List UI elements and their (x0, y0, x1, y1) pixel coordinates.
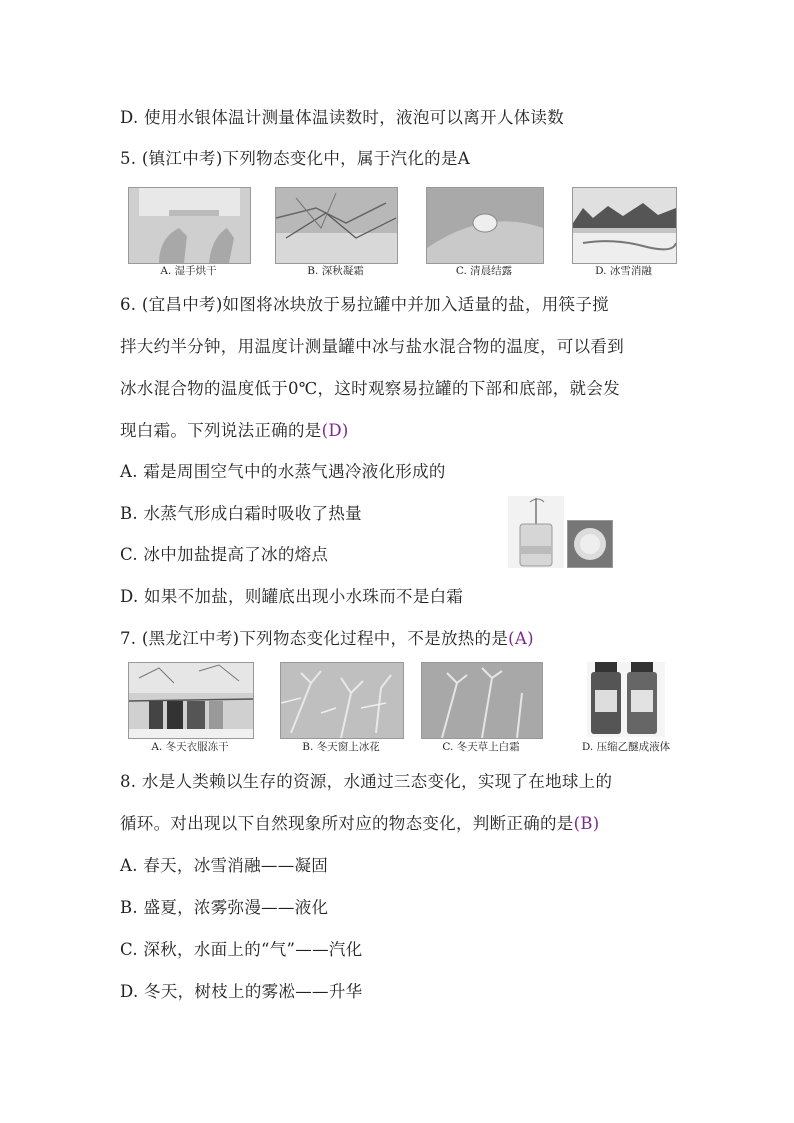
grass-frost-photo (421, 662, 543, 739)
window-ice-flower-photo (280, 662, 404, 739)
frost-branch-photo (275, 187, 398, 264)
q5-caption-c: C. 清晨结露 (455, 265, 513, 277)
q7-caption-c: C. 冬天草上白霜 (442, 741, 520, 753)
q5-caption-d: D. 冰雪消融 (595, 265, 652, 277)
ether-bottles-photo (587, 662, 665, 737)
frozen-clothes-photo (128, 662, 254, 739)
q7-caption-d: D. 压缩乙醚成液体 (581, 741, 671, 753)
q6-answer: (D) (321, 421, 349, 440)
q8-stem-line-1: 8. 水是人类赖以生存的资源，水通过三态变化，实现了在地球上的 (120, 772, 613, 791)
q8-option-b: B. 盛夏，浓雾弥漫——液化 (120, 898, 329, 917)
q6-option-b: B. 水蒸气形成白霜时吸收了热量 (120, 504, 362, 523)
q8-option-d: D. 冬天，树枝上的雾凇——升华 (120, 982, 363, 1001)
q8-option-c: C. 深秋，水面上的“气”——汽化 (120, 940, 363, 959)
q5-stem: 5. (镇江中考)下列物态变化中，属于汽化的是A (120, 149, 470, 168)
can-thermometer-photo (508, 496, 564, 568)
q4-option-d: D. 使用水银体温计测量体温读数时，液泡可以离开人体读数 (120, 108, 565, 127)
hand-dryer-photo (128, 187, 251, 264)
q6-stem-line-3: 冰水混合物的温度低于0℃，这时观察易拉罐的下部和底部，就会发 (120, 379, 620, 398)
q8-stem-line-2: 循环。对出现以下自然现象所对应的物态变化，判断正确的是(B) (120, 814, 600, 833)
q6-stem-line-4: 现白霜。下列说法正确的是(D) (120, 421, 349, 440)
q6-stem-line-1: 6. (宜昌中考)如图将冰块放于易拉罐中并加入适量的盐，用筷子搅 (120, 295, 609, 314)
q6-option-a: A. 霜是周围空气中的水蒸气遇冷液化形成的 (120, 462, 446, 481)
q5-caption-b: B. 深秋凝霜 (307, 265, 364, 277)
q6-stem-line-2: 拌大约半分钟，用温度计测量罐中冰与盐水混合物的温度，可以看到 (120, 337, 624, 356)
dew-drop-photo (426, 187, 544, 264)
q5-caption-a: A. 湿手烘干 (160, 265, 217, 277)
q7-caption-b: B. 冬天窗上冰花 (302, 741, 380, 753)
q7-stem: 7. (黑龙江中考)下列物态变化过程中，不是放热的是(A) (120, 629, 534, 648)
q6-option-c: C. 冰中加盐提高了冰的熔点 (120, 545, 329, 564)
q8-option-a: A. 春天，冰雪消融——凝固 (120, 856, 329, 875)
frost-closeup-photo (567, 520, 613, 568)
q7-caption-a: A. 冬天衣服冻干 (151, 741, 229, 753)
q6-option-d: D. 如果不加盐，则罐底出现小水珠而不是白霜 (120, 587, 464, 606)
q8-answer: (B) (573, 814, 600, 833)
melting-snow-photo (572, 187, 677, 264)
q7-answer: (A) (508, 629, 534, 648)
